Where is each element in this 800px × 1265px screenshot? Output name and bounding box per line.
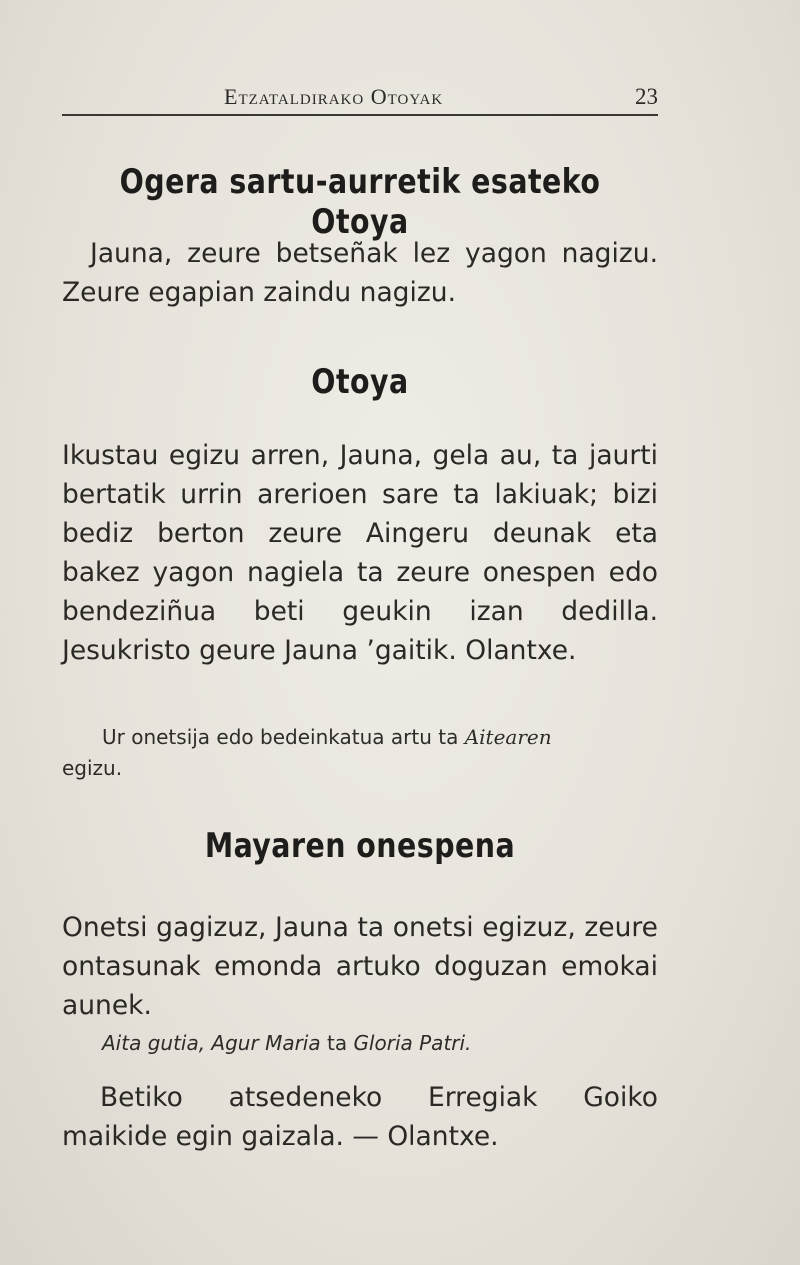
rubric-italic: Aitearen xyxy=(464,725,552,749)
running-title: Etzataldirako Otoyak xyxy=(224,84,444,109)
rubric-note xyxy=(62,722,658,784)
rubric-note xyxy=(102,1028,660,1059)
header-rule xyxy=(62,114,658,116)
rubric-text: ta xyxy=(320,1031,354,1055)
page-number: 23 xyxy=(635,84,658,109)
prayer-paragraph: Ikustau egizu arren, Jauna, gela au, ta jaurti bertatik urrin arerioen sare ta lakiuak; bizi bediz berton zeure Aingeru deunak eta bakez yagon nagiela ta zeure onespen edo bendeziñua beti geukin izan dedilla. Jesukristo geure Jauna ’gaitik. Olantxe. xyxy=(62,440,658,666)
prayer-paragraph: Betiko atsedeneko Erregiak Goiko maikide egin gaizala. — Olantxe. xyxy=(62,1082,658,1152)
running-header xyxy=(62,82,658,116)
prayer-paragraph: Jauna, zeure betseñak lez yagon nagizu. Zeure egapian zaindu nagizu. xyxy=(62,238,658,308)
prayer-paragraph: Onetsi gagizuz, Jauna ta onetsi egizuz, zeure ontasunak emonda artuko doguzan emokai aunek. xyxy=(62,912,658,1021)
section-heading: Otoya xyxy=(311,362,409,402)
rubric-text: egizu. xyxy=(62,756,123,780)
rubric-italic: Aita gutia, Agur Maria xyxy=(102,1031,321,1055)
rubric-italic: Gloria Patri. xyxy=(353,1031,472,1055)
rubric-text: Ur onetsija edo bedeinkatua artu ta xyxy=(102,725,465,749)
section-heading: Ogera sartu-aurretik esateko Otoya xyxy=(119,162,601,242)
section-heading: Mayaren onespena xyxy=(204,826,516,866)
